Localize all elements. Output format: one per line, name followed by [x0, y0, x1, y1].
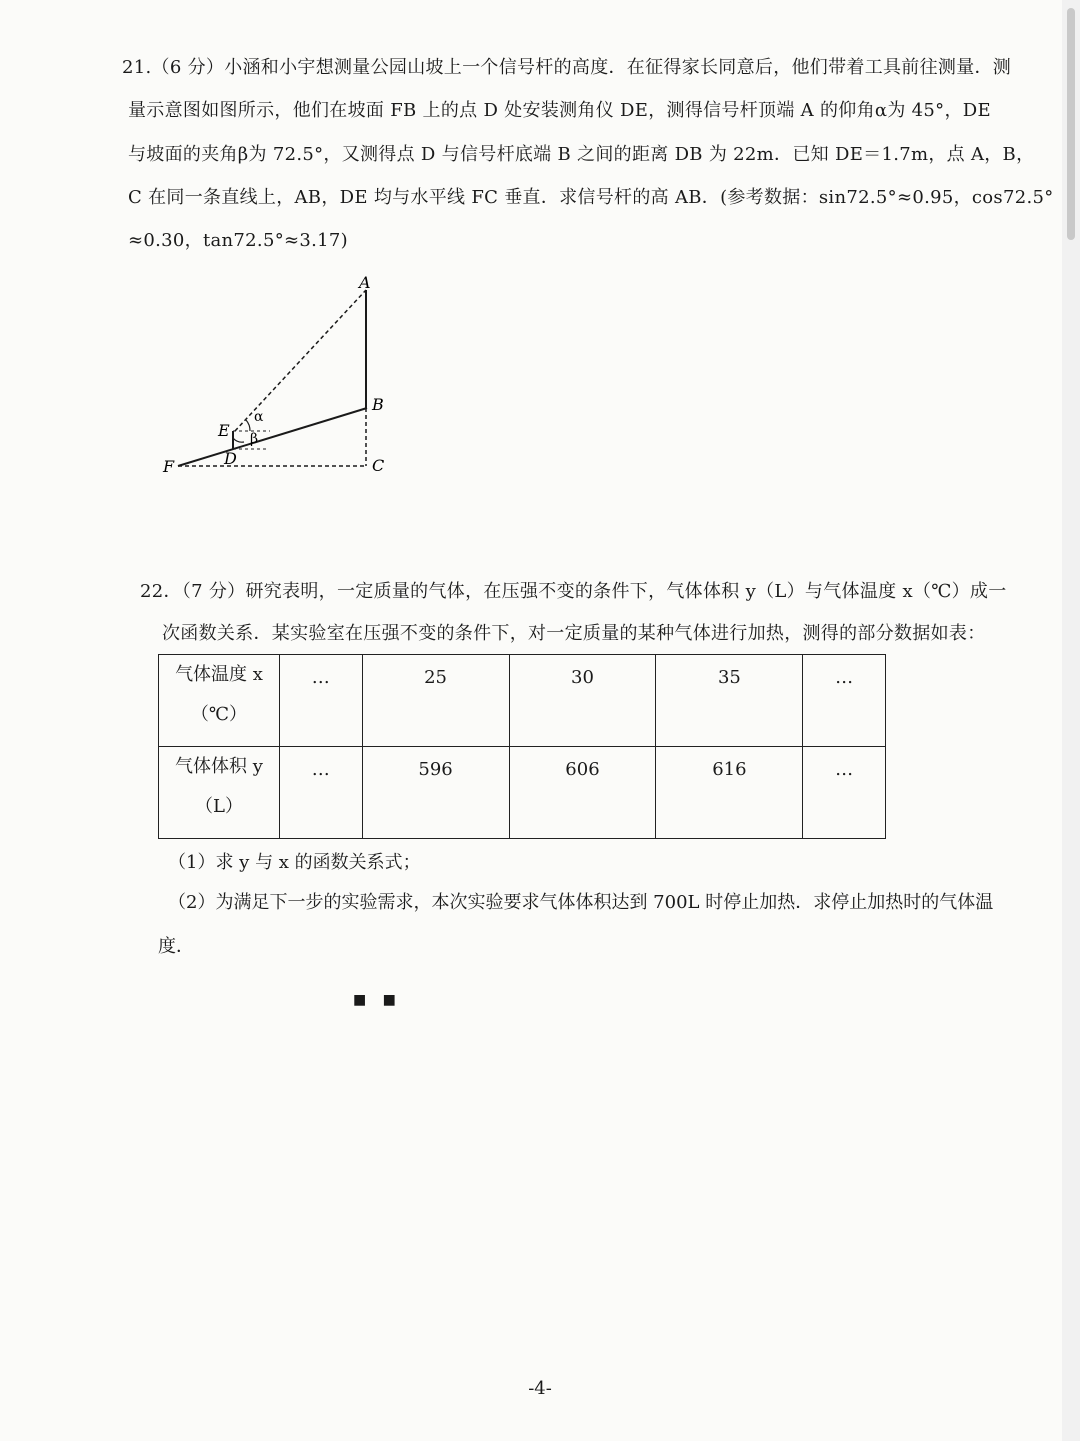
label-beta: β — [250, 431, 259, 447]
header-volume-unit: （L） — [195, 796, 243, 817]
table-row-temperature — [159, 655, 886, 747]
label-alpha: α — [254, 409, 264, 425]
table-cell: … — [280, 655, 363, 747]
scrollbar-track[interactable] — [1062, 0, 1080, 1441]
label-B: B — [372, 395, 384, 414]
table-cell: 606 — [509, 747, 656, 839]
table-cell: … — [803, 747, 886, 839]
q21-line-3: 与坡面的夹角β为 72.5°，又测得点 D 与信号杆底端 B 之间的距离 DB 为 22m．已知 DE＝1.7m，点 A，B， — [128, 144, 1035, 165]
label-C: C — [372, 456, 385, 475]
sub-question-1: （1）求 y 与 x 的函数关系式； — [168, 852, 421, 873]
sub-question-2-cont: 度． — [158, 936, 194, 957]
slope-line-FB — [178, 408, 367, 466]
beta-arc — [233, 438, 244, 442]
table-cell: 596 — [362, 747, 509, 839]
q22-line-2: 次函数关系．某实验室在压强不变的条件下，对一定质量的某种气体进行加热，测得的部分数据如表： — [162, 623, 986, 644]
data-table — [158, 654, 886, 839]
label-E: E — [218, 421, 230, 440]
scrollbar-thumb[interactable] — [1067, 8, 1075, 240]
sub-question-2: （2）为满足下一步的实验需求，本次实验要求气体体积达到 700L 时停止加热．求停止加热时的气体温 — [168, 892, 994, 913]
stray-mark: ■ ■ — [353, 992, 402, 1008]
header-temp-label: 气体温度 x — [175, 664, 263, 685]
label-A: A — [359, 273, 371, 292]
table-cell: 30 — [509, 655, 656, 747]
table-cell: … — [280, 747, 363, 839]
table-row-volume — [159, 747, 886, 839]
header-temp-unit: （℃） — [190, 704, 248, 725]
table-cell: 616 — [656, 747, 803, 839]
q21-line-1: 21.（6 分）小涵和小宇想测量公园山坡上一个信号杆的高度．在征得家长同意后，他们带着工具前往测量．测 — [122, 57, 1012, 78]
label-D: D — [224, 449, 237, 468]
table-header-volume — [159, 747, 280, 839]
table-header-temperature — [159, 655, 280, 747]
table-cell: 25 — [362, 655, 509, 747]
page-number: -4- — [528, 1378, 552, 1399]
header-volume-label: 气体体积 y — [175, 756, 263, 777]
label-F: F — [163, 457, 175, 476]
q21-line-4: C 在同一条直线上，AB，DE 均与水平线 FC 垂直．求信号杆的高 AB．(参考数据：sin72.5°≈0.95，cos72.5° — [128, 187, 1054, 208]
table-cell: 35 — [656, 655, 803, 747]
geometry-diagram — [150, 268, 410, 488]
q22-line-1: 22．（7 分）研究表明，一定质量的气体，在压强不变的条件下，气体体积 y（L）与气体温度 x（℃）成一 — [140, 581, 1007, 602]
q21-line-5: ≈0.30，tan72.5°≈3.17) — [128, 230, 348, 251]
table-cell: … — [803, 655, 886, 747]
alpha-arc — [246, 420, 250, 431]
q21-line-2: 量示意图如图所示，他们在坡面 FB 上的点 D 处安装测角仪 DE，测得信号杆顶端 A 的仰角α为 45°，DE — [128, 100, 991, 121]
